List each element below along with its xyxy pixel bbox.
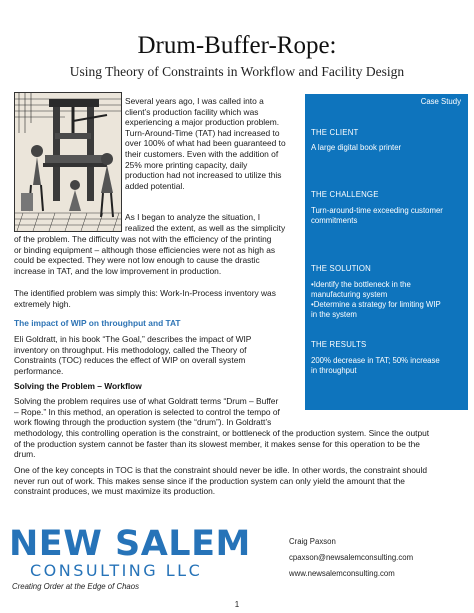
contact-website[interactable]: www.newsalemconsulting.com <box>289 569 395 578</box>
text-line: •Determine a strategy for limiting WIP <box>311 300 441 309</box>
text-line: increase in TAT, and the low improvement in production. <box>14 265 222 276</box>
text-line: As I began to analyze the situation, I <box>125 212 261 222</box>
text-line: in the system <box>311 310 357 319</box>
text-line: •Identify the bottleneck in the <box>311 280 411 289</box>
challenge-heading: THE CHALLENGE <box>311 190 379 199</box>
text-line: client’s production facility which was <box>125 106 259 117</box>
text-line: Turn-Around-Time (TAT) had increased to <box>125 127 280 138</box>
intro-paragraph <box>125 96 299 191</box>
text-line: performance. <box>14 365 64 376</box>
text-line: production had not increased to utilize this <box>125 170 282 181</box>
text-line: work flowing through the production system (the “drum”). In Goldratt’s <box>14 417 272 428</box>
solution-heading: THE SOLUTION <box>311 264 372 273</box>
text-line: drum. <box>14 449 36 460</box>
challenge-text <box>311 206 461 226</box>
company-tagline: Creating Order at the Edge of Chaos <box>12 582 139 591</box>
solution-bullet-item <box>311 300 461 320</box>
solution-bullet-item <box>311 280 461 300</box>
document-subtitle: Using Theory of Constraints in Workflow and Facility Design <box>69 64 405 79</box>
text-line: 25% more printing capacity, daily <box>125 159 248 170</box>
case-study-panel <box>305 94 468 410</box>
client-text: A large digital book printer <box>311 143 402 152</box>
client-heading: THE CLIENT <box>311 128 359 137</box>
goldratt-paragraph <box>14 334 300 376</box>
solving-paragraph-rest <box>14 428 460 460</box>
company-logo-name: NEW SALEM <box>9 524 251 564</box>
document-title: Drum-Buffer-Rope: <box>137 32 337 59</box>
text-line: One of the key concepts in TOC is that the constraint should never be idle. In other words, the constraint should <box>14 465 428 475</box>
text-line: Several years ago, I was called into a <box>125 96 264 106</box>
solving-paragraph-start <box>14 396 300 428</box>
text-line: manufacturing system <box>311 290 388 299</box>
text-line: 200% decrease in TAT; 50% increase <box>311 356 440 365</box>
analysis-paragraph-start <box>125 212 299 233</box>
text-line: of the problem. The difficulty was not with the efficiency of the printing <box>14 234 272 244</box>
text-line: in throughput <box>311 366 357 375</box>
text-line: could be expected. They were not low enough to cause the drastic <box>14 255 260 266</box>
results-text <box>311 356 461 376</box>
wip-section-heading: The impact of WIP on throughput and TAT <box>14 318 181 328</box>
text-line: The identified problem was simply this: Work-In-Process inventory was <box>14 288 276 298</box>
contact-email[interactable]: cpaxson@newsalemconsulting.com <box>289 553 414 562</box>
identified-problem-paragraph <box>14 288 300 309</box>
page-number: 1 <box>234 600 240 609</box>
company-logo-subname: CONSULTING LLC <box>30 561 203 580</box>
text-line: extremely high. <box>14 298 71 309</box>
contact-name: Craig Paxson <box>289 537 336 546</box>
woodcut-printing-press-image <box>14 92 122 232</box>
text-line: of the production system cannot be faster than its slowest member, it makes sense for this operation to be the <box>14 438 420 449</box>
text-line: methodology, this controlling operation is the constraint, or bottleneck of the production system. Since the output <box>14 428 430 438</box>
text-line: never run out of work. This makes sense since if the production system can only yield the amount that the <box>14 475 405 486</box>
results-heading: THE RESULTS <box>311 340 367 349</box>
analysis-paragraph-rest <box>14 234 300 276</box>
solution-list <box>311 280 461 320</box>
text-line: inventory on throughput. His methodology, called the Theory of <box>14 344 247 355</box>
text-line: added potential. <box>125 180 185 191</box>
text-line: Solving the problem requires use of what Goldratt terms “Drum – Buffer <box>14 396 279 406</box>
workflow-section-heading: Solving the Problem – Workflow <box>14 381 142 391</box>
text-line: Constraints (TOC) reduces the effect of WIP on overall system <box>14 355 246 366</box>
text-line: over 100% of what had been guaranteed to <box>125 138 286 149</box>
case-study-tag: Case Study <box>420 97 461 106</box>
toc-paragraph <box>14 465 460 497</box>
text-line: – Rope.” In this method, an operation is selected to control the tempo of <box>14 406 280 417</box>
text-line: Turn-around-time exceeding customer <box>311 206 443 215</box>
text-line: their customers. Even with the addition of <box>125 148 279 159</box>
text-line: realized the extent, as well as the simplicity <box>125 222 286 233</box>
text-line: Eli Goldratt, in his book “The Goal,” describes the impact of WIP <box>14 334 252 344</box>
text-line: experiencing a major production problem. <box>125 117 280 128</box>
text-line: commitments <box>311 216 358 225</box>
text-line: or binding equipment – although those efficiencies were not as high as <box>14 244 276 255</box>
text-line: constraint produces, we must maximize its production. <box>14 486 216 497</box>
